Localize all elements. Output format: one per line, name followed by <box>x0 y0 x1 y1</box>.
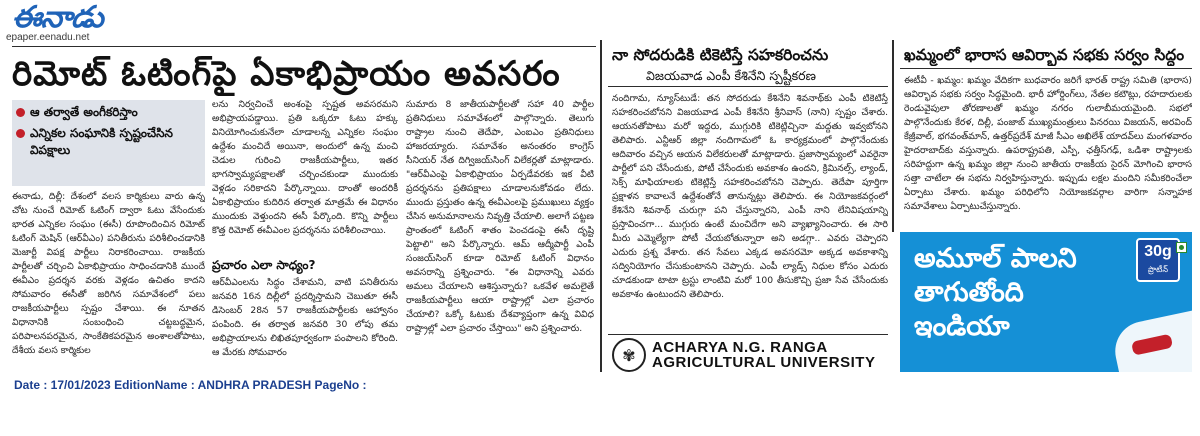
story2-body: నందిగామ, న్యూస్‌టుడే: తన సోదరుడు కేశినేని శివనాథ్‌కు ఎంపీ టికెటిస్తే సహకరించబోనని విజయవాడ ఎంపీ కేశినేని శ్రీనివాస్ (నాని) స్పష్టం చేశారు. ఆయనతోపాటు మరో ఇద్దరు, ముగ్గురికి టికెట్లిచ్చినా మద్దతు ఇవ్వబోనని తెలిపారు. ఎన్టీఆర్ జిల్లా నందిగామలో ఓ కార్యక్రమంలో పాల్గొనేందుకు ఆదివారం వచ్చిన ఆయన విలేకరులతో మాట్లాడారు. ప్రజాస్వామ్యంలో ఎవరైనా పార్టీలో పని చేసేందుకు, పోటీ చేసేందుకు అవకాశం ఉందని, క్రిమినల్స్, ల్యాండ్, సెక్స్ మాఫియాలకు టికెట్లిస్తే సహకరించబోనని చెప్పారు. తెదేపా పూర్తిగా ప్రక్షాళన కావాలనే ఉద్దేశంతోనే తానున్నట్లు తెలిపారు. ఈ నియోజకవర్గంలో కేశినేని శివనాథ్ చురుగ్గా పని చేస్తున్నారని, ఎంపీ నాని లేనివిషయాన్ని ప్రస్తావించగా... ముగ్గురు ఉంటే మంచిదేగా అని వ్యాఖ్యానించారు. ఈ సారి మీరు ఎమ్మెల్యేగా పోటీ చేయబోతున్నారా అని అడగ్గా.. ఎవరు చెప్పారని ఎదురు ప్రశ్న వేశారు. తన సేవలు ఎక్కడ అవసరమో అక్కడ అవకాశాన్ని సద్వినియోగం చేసుకుంటానని చెప్పారు. ఎంపీ ల్యాడ్స్ నిధుల కోసం ఎదురు చూడకుండా టాటా ట్రస్టు లాంటివి మరో 100 తీసుకొచ్చి ప్రజా సేవ చేసేందుకు అవకాశం ఉంటుందని తెలిపారు. <box>612 93 888 300</box>
protein-label: ప్రొటీన్ <box>1148 265 1168 274</box>
university-seal-icon: ✾ <box>612 338 646 372</box>
main-story-column-2a: లను నిర్వచించే అంశంపై స్పష్టత అవసరమని అభిప్రాయపడ్డాయి. ప్రతి ఒక్కరూ ఓటు హక్కు వినియోగించుకునేలా చూడాలన్న ఎన్నికల సంఘం ఉద్దేశం మంచిదే అయినా, అందులో ఉన్న మంచి చెడుల గురించి రాజకీయపార్టీలు, ఇతర భాగస్వామ్యపక్షాలతో చర్చించకుండా ముందుకు వెళ్లడం సరికాదని పేర్కొన్నాయి. దాంతో అందరికీ ఏకాభిప్రాయం కుదిరిన తర్వాత మాత్రమే ఈ విధానం ముందుకు వెళ్తుందని ఈసీ పేర్కొంది. కొన్ని పార్టీలు కొత్త రిమోట్ ఈవీఎంల ప్రదర్శనను పరిశీలించాయి. <box>212 99 398 236</box>
story2-title: నా సోదరుడికి టికెటిస్తే సహకరించను <box>612 46 829 64</box>
protein-value: 30g <box>1144 243 1172 260</box>
story2-subtitle: విజయవాడ ఎంపీ కేశినేని స్పష్టీకరణ <box>646 68 816 83</box>
divider-main <box>600 40 602 372</box>
milk-pack-icon <box>1110 309 1192 372</box>
highlight-text: ఎన్నికల సంఘానికి స్పష్టంచేసిన విపక్షాలు <box>30 126 173 157</box>
divider-story3-title <box>900 68 1192 69</box>
main-story-column-3: సుమారు 8 జాతీయపార్టీలతో సహా 40 పార్టీల ప్రతినిధులు సమావేశంలో పాల్గొన్నారు. తెలుగు రాష్ట్రాల నుంచి తెదేపా, ఎంఐఎం ప్రతినిధులు హాజరయ్యారు. సమావేశం అనంతరం కాంగ్రెస్ సీనియర్ నేత దిగ్విజయ్‌సింగ్ విలేకర్లతో మాట్లాడారు. "ఆర్‌వీఎంపై ఏకాభిప్రాయం ఏర్పడేవరకు ఇక వీటి ప్రదర్శనను ప్రతిపక్షాలు చూడాలనుకోవడం లేదు. ముందు ప్రస్తుతం ఉన్న ఈవీఎంలపై ప్రముఖులు వ్యక్తం చేసిన అనుమానాలను నివృత్తి చేయాలి. అలాగే పట్టణ ప్రాంతంలో ఓటింగ్ శాతం పెంచడంపై ఈసీ దృష్టి పెట్టాలి" అని పేర్కొన్నారు. ఆమ్ ఆద్మీపార్టీ ఎంపీ సంజయ్‌సింగ్ కూడా రిమోట్ ఓటింగ్ విధానం అవసరాన్ని ప్రశ్నించారు. "ఈ విధానాన్ని ఎవరు అమలు చేయాలని ఆశిస్తున్నారు? ఒకవేళ అమలైతే రాజకీయపార్టీలు ఆయా రాష్ట్రాల్లో ఎలా ప్రచారం చేయాలి? ఒక్కో ఓటుకు దేశవ్యాప్తంగా ఉన్న వివిధ రాష్ట్రాల్లో ఎలా ప్రచారం చేస్తాయి" అని ప్రశ్నించారు. <box>406 99 594 334</box>
edition-dateline: Date : 17/01/2023 EditionName : ANDHRA PRADESH PageNo : <box>14 378 367 392</box>
main-story-column-2b: ఆర్‌వీఎంలను సిద్ధం చేశామని, వాటి పనితీరును జనవరి 16న దిల్లీలో ప్రదర్శిస్తామని చెబుతూ ఈసీ డిసెంబర్ 28న 57 రాజకీయపార్టీలకు ఆహ్వానం పంపింది. ఈ తర్వాత జనవరి 30 లోపు తమ అభిప్రాయాలను లిఖితపూర్వకంగా పంపాలని కోరింది. ఆ మేరకు సోమవారం <box>212 277 398 358</box>
milk-pack-band <box>1131 334 1173 356</box>
story3-title: ఖమ్మంలో భారాస ఆవిర్భావ సభకు సర్వం సిద్ధం <box>904 46 1185 64</box>
divider-right <box>892 40 894 232</box>
divider-top <box>12 46 596 47</box>
divider-university <box>608 334 888 335</box>
sub-heading: ప్రచారం ఎలా సాధ్యం? <box>212 258 316 272</box>
site-url: epaper.eenadu.net <box>6 32 90 43</box>
university-name <box>652 340 875 370</box>
veg-mark-icon <box>1176 242 1187 253</box>
bullet-icon <box>16 108 25 117</box>
protein-badge <box>1136 238 1180 282</box>
university-name-line1: ACHARYA N.G. RANGA <box>652 339 828 356</box>
highlight-item <box>16 125 201 159</box>
amul-advert[interactable] <box>900 232 1192 372</box>
highlight-item <box>16 104 201 121</box>
divider-story2-title <box>608 86 888 87</box>
advert-line-3: ఇండియా <box>914 311 1010 342</box>
story3-body: ఈటీవీ - ఖమ్మం: ఖమ్మం వేదికగా బుధవారం జరిగే భారత్ రాష్ట్ర సమితి (భారాస) ఆవిర్భావ సభకు సర్వం సిద్ధమైంది. భారీ హోర్డింగ్‌లు, నేతల కటౌట్లు, రహదారులకు రెండువైపులా తోరణాలతో ఖమ్మం నగరం గులాబీమయమైంది. సభలో పాల్గొనేందుకు కేరళ, దిల్లీ, పంజాబ్ ముఖ్యమంత్రులు పినరయి విజయన్, అరవింద్ కేజ్రీవాల్, భగవంత్‌మాన్, ఉత్తర్‌ప్రదేశ్ మాజీ సీఎం అఖిలేశ్ యాదవ్‌లు మంగళవారం హైదరాబాద్‌కు వస్తున్నారు. ఉపరాష్ట్రపతి, ఎస్పీ, ఛత్తీస్‌గఢ్, ఒడిశా రాష్ట్రాలకు సరిహద్దుగా ఉన్న ఖమ్మం జిల్లా నుంచి జాతీయ రాజకీయ సైరన్ మోగించి భారాస సత్తా చాటేలా ఈ సభను నిర్వహిస్తున్నారు. ఇప్పుడు లక్షల మందిని సమీకరించేలా ఏర్పాటు చేశారు. ఖమ్మం పరిధిలోని నియోజకవర్గాల వారిగా సన్నాహక సమావేశాలు ఏర్పాటుచేస్తున్నారు. <box>904 75 1192 212</box>
logo-text: ఈనాడు <box>12 0 103 35</box>
advert-line-1: అమూల్ పాలని <box>914 243 1077 274</box>
main-headline: రిమోట్ ఓటింగ్‌పై ఏకాభిప్రాయం అవసరం <box>12 54 561 94</box>
main-story-column-1: ఈనాడు, దిల్లీ: దేశంలో వలస కార్మికులు వారు ఉన్న చోట నుంచే రిమోట్ ఓటింగ్ ద్వారా ఓటు వేసేందుకు భారత ఎన్నికల సంఘం (ఈసీ) రూపొందించిన రిమోట్ ఓటింగ్ మెషిన్ (ఆర్‌వీఎం) పనితీరును పరిశీలించడానికి మెజార్టీ విపక్ష పార్టీలు నిరాకరించాయి. రాజకీయ పార్టీలతో చర్చించి ఏకాభిప్రాయం సాధించడానికి ముందే ఈవీఎం ప్రదర్శన వరకు వెళ్లడం ఉచితం కాదని సోమవారం ఈసీతో జరిగిన సమావేశంలో పలు రాజకీయపార్టీలు స్పష్టం చేశాయి. ఈ నూతన విధానానికి సంబంధించి చట్టబద్ధమైన, పరిపాలనపరమైన, సాంకేతికపరమైన అంశాలతోపాటు, దేశీయ వలస కార్మికుల <box>12 191 205 356</box>
university-advert[interactable] <box>612 338 888 372</box>
bullet-icon <box>16 129 25 138</box>
advert-line-2: తాగుతోంది <box>914 277 1024 308</box>
highlights-box <box>12 100 205 186</box>
highlight-text: ఆ తర్వాతే అంగీకరిస్తాం <box>30 105 138 119</box>
university-name-line2: AGRICULTURAL UNIVERSITY <box>652 354 876 371</box>
